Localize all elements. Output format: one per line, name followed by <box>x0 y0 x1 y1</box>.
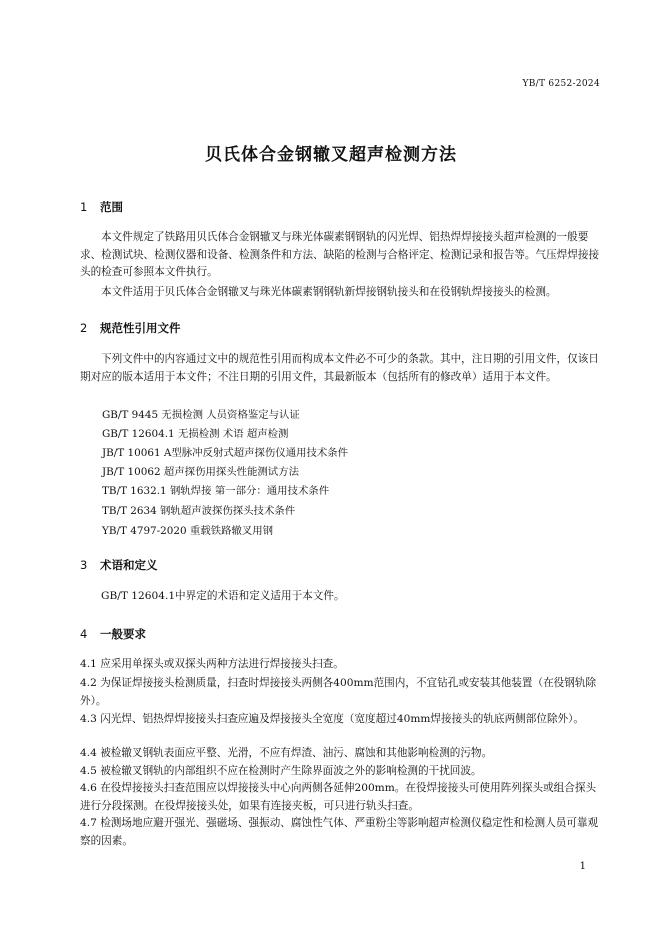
reference-item: JB/T 10062 超声探伤用探头性能测试方法 <box>102 466 299 478</box>
section-number: 2 <box>80 321 88 335</box>
section-3-heading <box>80 557 158 573</box>
scope-paragraph-1: 本文件规定了铁路用贝氏体合金钢辙叉与珠光体碳素钢钢轨的闪光焊、铝热焊焊接接头超声检测的一般要求、检测试块、检测仪器和设备、检测条件和方法、缺陷的检测与合格评定、检测记录和报告等。气压焊焊接接头的检查可参照本文件执行。 <box>80 231 600 278</box>
reference-item: GB/T 9445 无损检测 人员资格鉴定与认证 <box>102 409 300 421</box>
requirement-item: 4.1 应采用单探头或双探头两种方法进行焊接接头扫查。 <box>80 658 344 670</box>
requirement-item: 4.4 被检辙叉钢轨表面应平整、光滑，不应有焊渣、油污、腐蚀和其他影响检测的污物。 <box>80 747 493 759</box>
scope-paragraph-2: 本文件适用于贝氏体合金钢辙叉与珠光体碳素钢钢轨新焊接钢轨接头和在役钢轨焊接接头的检测。 <box>101 286 557 298</box>
reference-item: TB/T 2634 钢轨超声波探伤探头技术条件 <box>102 505 296 517</box>
references-intro: 下列文件中的内容通过文中的规范性引用而构成本文件必不可少的条款。其中，注日期的引用文件，仅该日期对应的版本适用于本文件；不注日期的引用文件，其最新版本（包括所有的修改单）适用于本文件。 <box>80 353 599 383</box>
requirement-item: 4.3 闪光焊、铝热焊焊接接头扫查应遍及焊接接头全宽度（宽度超过40mm焊接接头的轨底两侧部位除外）。 <box>80 713 585 725</box>
terms-paragraph: GB/T 12604.1中界定的术语和定义适用于本文件。 <box>101 590 345 602</box>
section-number: 1 <box>80 200 88 214</box>
section-number: 3 <box>80 558 88 572</box>
section-title: 规范性引用文件 <box>100 321 181 335</box>
document-title: 贝氏体合金钢辙叉超声检测方法 <box>205 145 457 165</box>
reference-item: GB/T 12604.1 无损检测 术语 超声检测 <box>102 428 289 440</box>
section-1-heading <box>80 199 123 215</box>
section-4-heading <box>80 626 146 642</box>
requirement-item: 4.5 被检辙叉钢轨的内部组织不应在检测时产生除界面波之外的影响检测的干扰回波。 <box>80 765 482 777</box>
requirement-item: 4.2 为保证焊接接头检测质量，扫查时焊接接头两侧各400mm范围内，不宜钻孔或安装其他装置（在役钢轨除外）。 <box>80 677 597 707</box>
section-number: 4 <box>80 627 88 641</box>
section-title: 范围 <box>100 200 123 214</box>
reference-item: TB/T 1632.1 钢轨焊接 第一部分：通用技术条件 <box>102 485 330 497</box>
requirement-item: 4.7 检测场地应避开强光、强磁场、强振动、腐蚀性气体、严重粉尘等影响超声检测仪稳定性和检测人员可靠观察的因素。 <box>80 817 599 847</box>
requirement-item: 4.6 在役焊接接头扫查范围应以焊接接头中心向两侧各延伸200mm。在役焊接接头可使用阵列探头或组合探头进行分段探测。在役焊接接头处，如果有连接夹板，可只进行轨头扫查。 <box>80 782 597 812</box>
section-title: 一般要求 <box>100 627 146 641</box>
page-number: 1 <box>579 861 586 872</box>
reference-item: JB/T 10061 A型脉冲反射式超声探伤仪通用技术条件 <box>102 447 349 459</box>
section-2-heading <box>80 320 181 336</box>
standard-code: YB/T 6252-2024 <box>522 79 600 89</box>
section-title: 术语和定义 <box>100 558 158 572</box>
reference-item: YB/T 4797-2020 重载铁路辙叉用钢 <box>102 525 274 537</box>
